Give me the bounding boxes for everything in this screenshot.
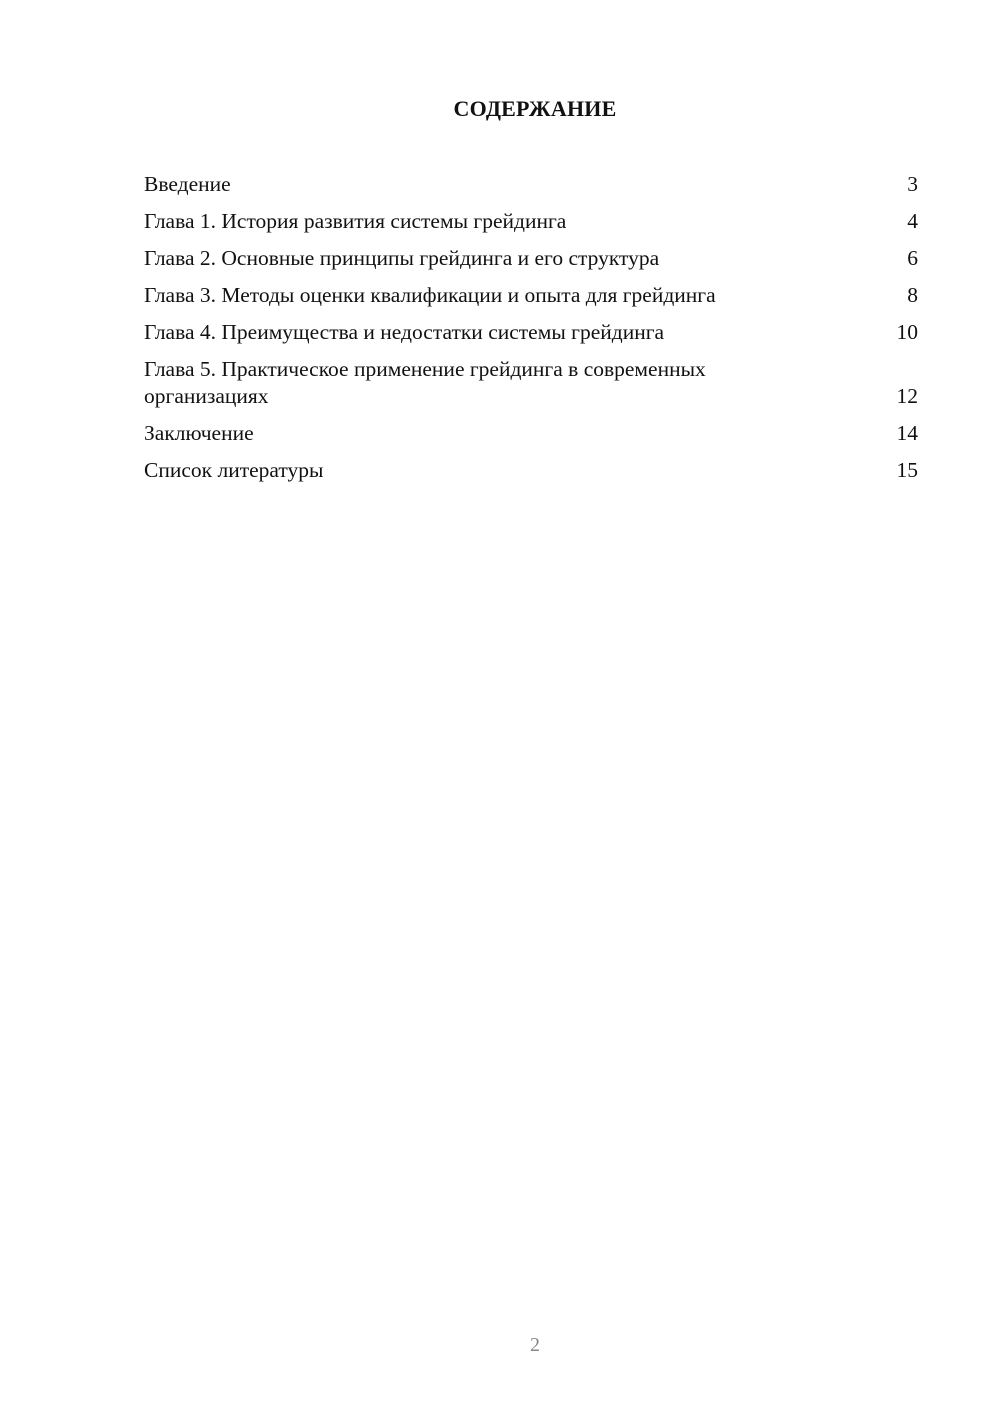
toc-entry-label: Список литературы — [144, 458, 324, 482]
toc-entry-page: 15 — [896, 458, 918, 482]
toc-entry-label: Глава 5. Практическое применение грейдинга в современных организациях — [144, 357, 706, 408]
toc-entry-chapter-2 — [144, 245, 918, 272]
toc-entry-chapter-1 — [144, 208, 918, 235]
toc-entry-conclusion — [144, 420, 918, 447]
toc-entry-references — [144, 457, 918, 484]
toc-entry-label: Глава 3. Методы оценки квалификации и опыта для грейдинга — [144, 283, 716, 307]
toc-entry-label: Заключение — [144, 421, 254, 445]
toc-entry-label: Глава 4. Преимущества и недостатки системы грейдинга — [144, 320, 665, 344]
table-of-contents — [144, 171, 918, 494]
toc-entry-chapter-5 — [144, 356, 918, 410]
toc-entry-page: 4 — [907, 209, 918, 233]
toc-entry-page: 3 — [907, 172, 918, 196]
toc-entry-label: Глава 2. Основные принципы грейдинга и его структура — [144, 246, 660, 270]
toc-entry-page: 12 — [896, 384, 918, 408]
toc-entry-label: Глава 1. История развития системы грейдинга — [144, 209, 567, 233]
toc-entry-page: 14 — [896, 421, 918, 445]
toc-entry-chapter-4 — [144, 319, 918, 346]
toc-entry-label: Введение — [144, 172, 231, 196]
page-title: СОДЕРЖАНИЕ — [453, 96, 617, 121]
toc-entry-chapter-3 — [144, 282, 918, 309]
toc-entry-page: 6 — [907, 246, 918, 270]
toc-entry-page: 10 — [896, 320, 918, 344]
toc-entry-introduction — [144, 171, 918, 198]
page-number: 2 — [530, 1334, 540, 1356]
toc-entry-page: 8 — [907, 283, 918, 307]
